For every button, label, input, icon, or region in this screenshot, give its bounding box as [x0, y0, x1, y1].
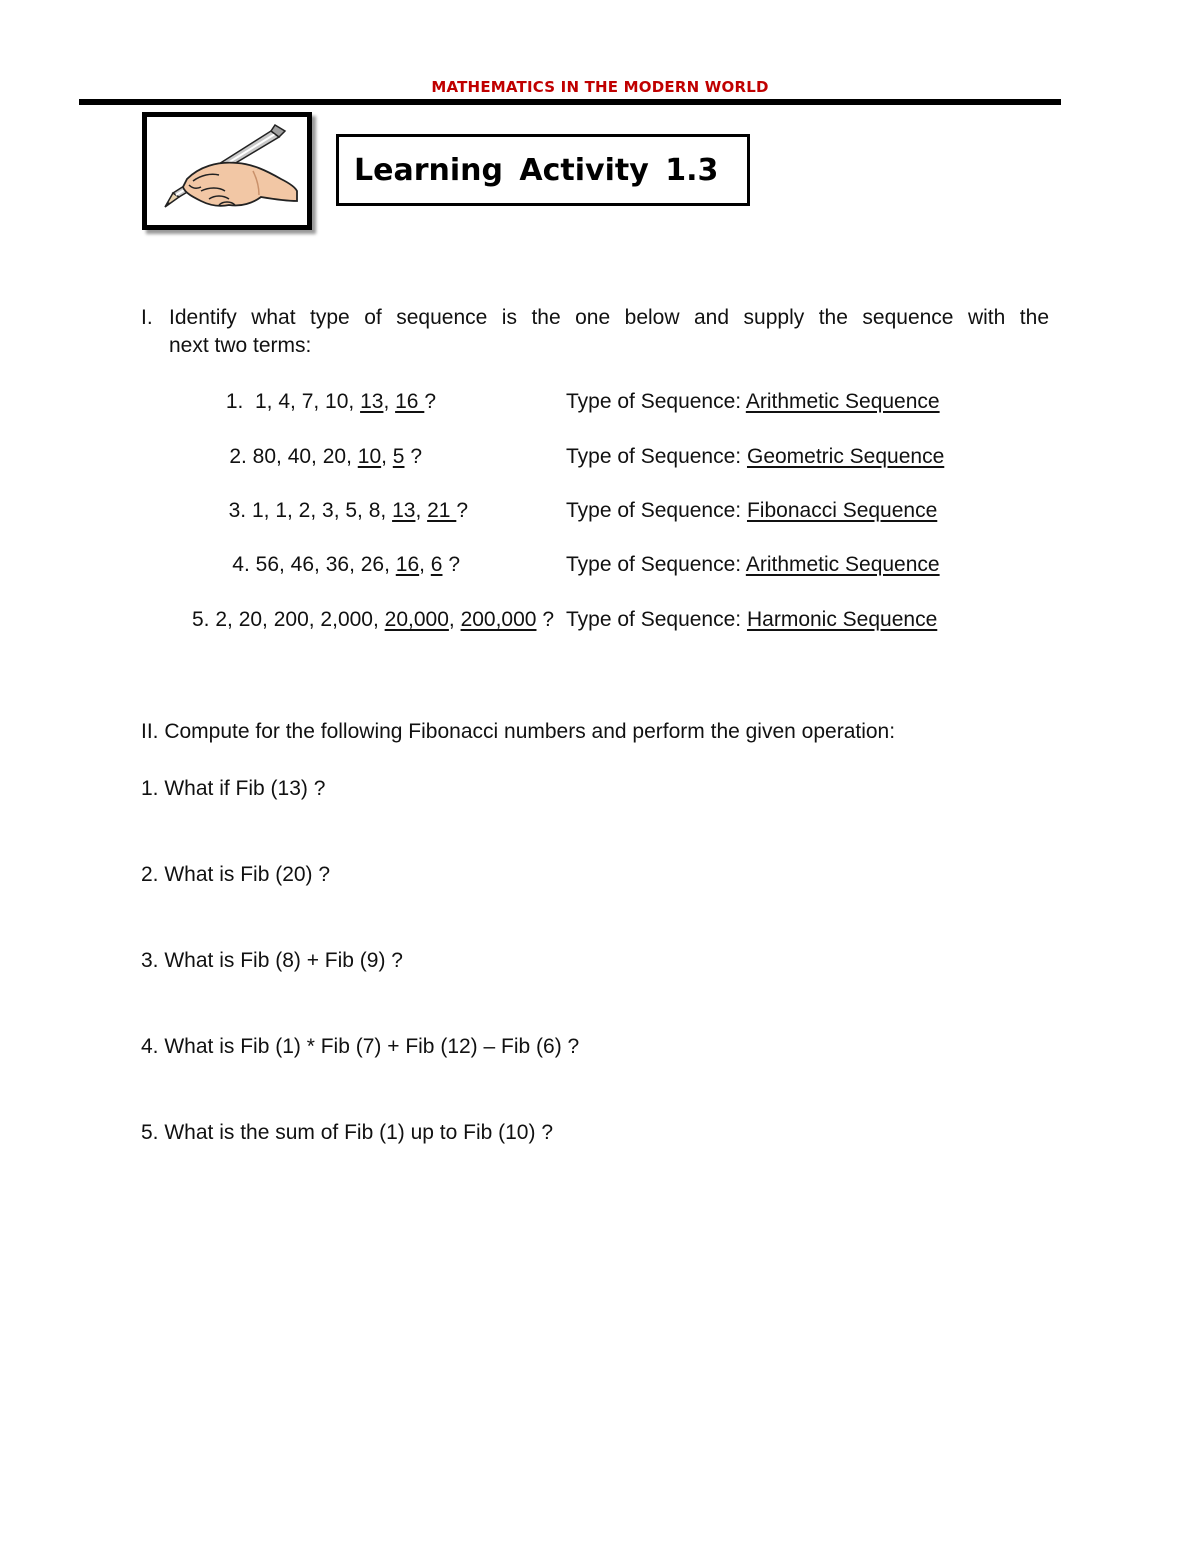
sequence-type-1 [566, 390, 940, 414]
sequence-given: 56, 46, 36, 26, [255, 553, 396, 576]
sequence-item-5 [130, 608, 554, 632]
sequence-item-4 [150, 553, 460, 577]
sequence-item-3 [150, 499, 468, 523]
document-header-title: MATHEMATICS IN THE MODERN WORLD [431, 78, 769, 96]
sequence-question-mark: ? [424, 390, 436, 413]
type-label: Type of Sequence: [566, 499, 742, 522]
part1-instruction-line2: next two terms: [169, 334, 312, 357]
sequence-question-mark: ? [404, 445, 422, 468]
sequence-type-3 [566, 499, 937, 523]
sequence-answer: 16 [395, 553, 420, 576]
type-answer: Arithmetic Sequence [745, 553, 940, 576]
sequence-separator: , [383, 390, 396, 413]
sequence-separator: , [381, 445, 393, 468]
sequence-number: 5. [191, 608, 210, 631]
sequence-number: 3. [228, 499, 247, 522]
fib-question-3: 3. What is Fib (8) + Fib (9) ? [141, 949, 403, 972]
type-label: Type of Sequence: [566, 553, 742, 576]
sequence-answer: 200,000 [460, 608, 537, 631]
sequence-number: 2. [229, 445, 247, 468]
sequence-number: 1. [225, 390, 244, 413]
sequence-question-mark: ? [456, 499, 468, 522]
type-answer: Geometric Sequence [746, 445, 945, 468]
sequence-separator: , [448, 608, 461, 631]
sequence-type-4 [566, 553, 940, 577]
sequence-given: 80, 40, 20, [252, 445, 358, 468]
sequence-given: 1, 1, 2, 3, 5, 8, [251, 499, 393, 522]
sequence-type-5 [566, 608, 937, 632]
fib-question-2: 2. What is Fib (20) ? [141, 863, 331, 886]
sequence-answer: 13 [360, 390, 384, 413]
sequence-answer: 10 [357, 445, 382, 468]
sequence-number: 4. [232, 553, 250, 576]
sequence-answer: 5 [392, 445, 405, 468]
type-answer: Harmonic Sequence [746, 608, 938, 631]
sequence-answer: 6 [430, 553, 443, 576]
activity-logo [142, 112, 312, 230]
part2-instruction: II. Compute for the following Fibonacci numbers and perform the given operation: [141, 720, 896, 743]
sequence-answer: 21 [427, 499, 457, 522]
hand-writing-pencil-icon [153, 121, 303, 221]
sequence-item-2 [150, 445, 422, 469]
activity-title-box [336, 134, 750, 206]
fib-question-1: 1. What if Fib (13) ? [141, 777, 326, 800]
sequence-question-mark: ? [536, 608, 554, 631]
fib-question-5: 5. What is the sum of Fib (1) up to Fib (10) ? [141, 1121, 553, 1144]
type-answer: Fibonacci Sequence [746, 499, 938, 522]
type-label: Type of Sequence: [566, 445, 742, 468]
sequence-type-2 [566, 445, 944, 469]
part1-roman-numeral: I. [141, 306, 153, 329]
type-answer: Arithmetic Sequence [745, 390, 940, 413]
sequence-item-1 [150, 390, 436, 414]
sequence-answer: 16 [395, 390, 425, 413]
sequence-answer: 20,000 [384, 608, 449, 631]
sequence-question-mark: ? [442, 553, 460, 576]
fib-question-4: 4. What is Fib (1) * Fib (7) + Fib (12) – Fib (6) ? [141, 1035, 580, 1058]
sequence-separator: , [415, 499, 428, 522]
activity-title: Learning Activity 1.3 [354, 153, 719, 188]
header-rule [79, 99, 1061, 105]
sequence-separator: , [419, 553, 431, 576]
part1-instruction-line1: Identify what type of sequence is the one below and supply the sequence with the [169, 306, 1049, 329]
sequence-given: 2, 20, 200, 2,000, [215, 608, 385, 631]
type-label: Type of Sequence: [566, 390, 742, 413]
type-label: Type of Sequence: [566, 608, 742, 631]
sequence-answer: 13 [392, 499, 416, 522]
sequence-given: 1, 4, 7, 10, [249, 390, 361, 413]
